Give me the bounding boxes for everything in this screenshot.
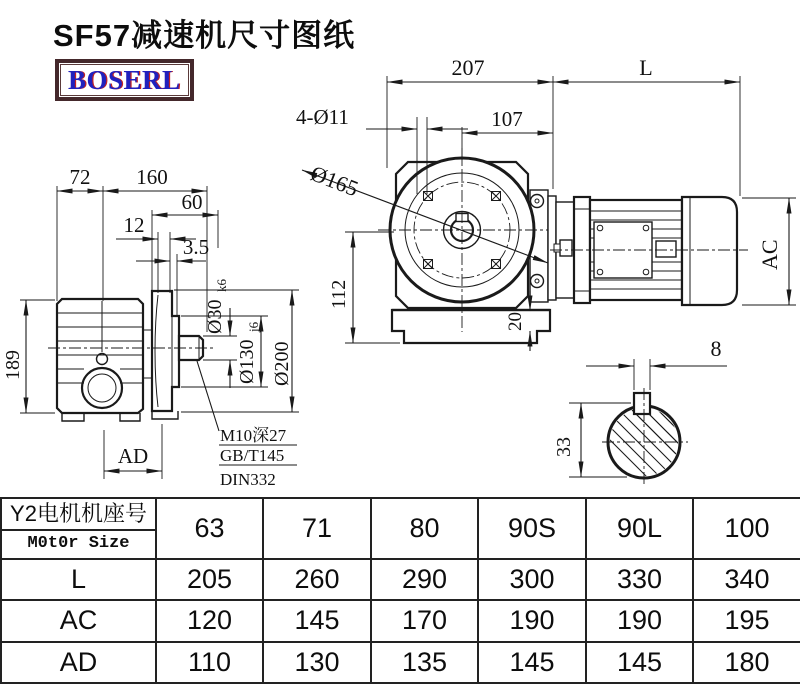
motor-view <box>550 197 796 305</box>
dim-72: 72 <box>69 165 91 189</box>
shaft-hatching <box>560 338 771 497</box>
dim-20: 20 <box>505 312 526 331</box>
value-cell: 195 <box>693 600 800 641</box>
table-row-L <box>1 559 800 600</box>
value-cell: 205 <box>156 559 263 600</box>
dim-107: 107 <box>491 107 523 131</box>
dim-60: 60 <box>181 190 203 214</box>
motor-size-80: 80 <box>371 498 478 559</box>
front-adapter-bolt-top <box>531 195 544 208</box>
dim-ac: AC <box>757 239 782 270</box>
motor-size-100: 100 <box>693 498 800 559</box>
dim-flange-dia: Ø165 <box>307 160 362 202</box>
table-row-AD <box>1 642 800 683</box>
dim-spigot-tol: j6 <box>246 321 261 332</box>
shaft-dimension-lines <box>581 366 727 477</box>
shaft-section <box>553 336 771 497</box>
value-cell: 145 <box>478 642 586 683</box>
side-neck <box>143 330 152 378</box>
shaft-keyway <box>634 393 650 414</box>
value-cell: 190 <box>478 600 586 641</box>
side-view <box>2 165 299 489</box>
dim-spigot-dia: Ø130 <box>236 339 258 384</box>
dim-112: 112 <box>328 279 350 309</box>
motor-size-90s: 90S <box>478 498 586 559</box>
table-row-AC <box>1 600 800 641</box>
value-cell: 300 <box>478 559 586 600</box>
value-cell: 170 <box>371 600 478 641</box>
value-cell: 340 <box>693 559 800 600</box>
dim-ad: AD <box>117 444 149 468</box>
header-en-label: M0t0r Size <box>27 534 130 554</box>
dim-shaft-dia: Ø30 <box>204 299 226 334</box>
logo-text: BOSERL <box>68 65 181 95</box>
value-cell: 290 <box>371 559 478 600</box>
side-housing-body <box>57 299 143 413</box>
dim-L: L <box>639 55 653 80</box>
motor-shaft-block <box>656 241 676 257</box>
motor-size-63: 63 <box>156 498 263 559</box>
side-output-bore-inner <box>88 374 116 402</box>
dim-key-height: 33 <box>553 437 575 457</box>
row-label-L: L <box>1 559 156 600</box>
value-cell: 260 <box>263 559 371 600</box>
row-label-AC: AC <box>1 600 156 641</box>
dim-key-width: 8 <box>710 336 722 361</box>
row-label-AD: AD <box>1 642 156 683</box>
motor-stub <box>560 240 572 256</box>
dim-flange-od: Ø200 <box>271 341 293 386</box>
dim-bolt-holes: 4-Ø11 <box>296 105 349 129</box>
value-cell: 330 <box>586 559 693 600</box>
value-cell: 120 <box>156 600 263 641</box>
side-housing-fins <box>58 301 142 383</box>
dim-3-5: 3.5 <box>182 235 210 259</box>
dim-189: 189 <box>2 350 24 380</box>
motor-size-71: 71 <box>263 498 371 559</box>
dim-12: 12 <box>123 213 145 237</box>
motor-size-90l: 90L <box>586 498 693 559</box>
value-cell: 135 <box>371 642 478 683</box>
front-base <box>392 310 550 343</box>
page-title: SF57减速机尺寸图纸 <box>53 18 356 53</box>
dim-shaft-tol: k6 <box>214 279 229 292</box>
label-tap-hole: M10深27 <box>220 426 287 445</box>
front-adapter-bolt-bottom <box>531 275 544 288</box>
value-cell: 110 <box>156 642 263 683</box>
side-flange <box>152 291 179 411</box>
dim-160: 160 <box>136 165 168 189</box>
label-std-din: DIN332 <box>220 470 276 489</box>
label-std-gb: GB/T145 <box>220 446 285 465</box>
header-cn-label: Y2电机机座号 <box>2 499 155 531</box>
motor-size-table <box>0 497 800 684</box>
value-cell: 190 <box>586 600 693 641</box>
table-header-row <box>1 498 800 559</box>
side-flange-profile <box>155 295 172 407</box>
header-motor-size-cell <box>1 498 156 559</box>
motor-stub2 <box>554 244 560 252</box>
dim-207: 207 <box>451 55 485 80</box>
value-cell: 145 <box>263 600 371 641</box>
value-cell: 130 <box>263 642 371 683</box>
value-cell: 180 <box>693 642 800 683</box>
value-cell: 145 <box>586 642 693 683</box>
